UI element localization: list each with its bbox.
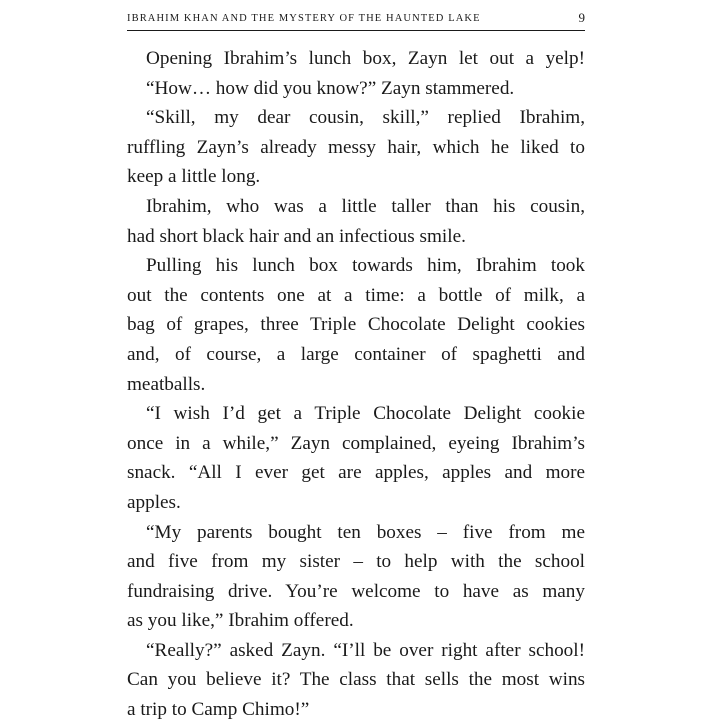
text-line: once in a while,” Zayn complained, eyeing Ibrahim’s [127, 432, 585, 454]
book-title-header: IBRAHIM KHAN AND THE MYSTERY OF THE HAUNTED LAKE [127, 12, 481, 24]
text-line: “I wish I’d get a Triple Chocolate Delight cookie [146, 403, 585, 425]
text-line: out the contents one at a time: a bottle of milk, a [127, 284, 585, 306]
text-line: Can you believe it? The class that sells the most wins [127, 669, 585, 691]
text-line: ruffling Zayn’s already messy hair, which he liked to [127, 136, 585, 158]
text-line: Opening Ibrahim’s lunch box, Zayn let out a yelp! [146, 48, 585, 69]
text-line: “Skill, my dear cousin, skill,” replied Ibrahim, [146, 107, 585, 129]
running-header [127, 8, 585, 28]
text-line: a trip to Camp Chimo!” [127, 699, 310, 721]
text-line: Ibrahim, who was a little taller than his cousin, [146, 195, 585, 217]
text-line: apples. [127, 491, 181, 513]
text-line: “Really?” asked Zayn. “I’ll be over right after school! [146, 639, 585, 661]
text-line: as you like,” Ibrahim offered. [127, 610, 354, 632]
text-line: “How… how did you know?” Zayn stammered. [146, 77, 515, 99]
text-line: keep a little long. [127, 166, 261, 188]
text-line: Pulling his lunch box towards him, Ibrahim took [146, 255, 585, 277]
text-line: “My parents bought ten boxes – five from me [146, 521, 585, 543]
text-line: snack. “All I ever get are apples, apples and more [127, 462, 585, 484]
text-line: bag of grapes, three Triple Chocolate Delight cookies [127, 314, 585, 336]
text-line: fundraising drive. You’re welcome to have as many [127, 580, 585, 602]
text-line: meatballs. [127, 373, 206, 395]
page-number: 9 [578, 10, 585, 25]
text-line: and, of course, a large container of spaghetti and [127, 343, 585, 365]
body-text [127, 44, 585, 725]
text-line: and five from my sister – to help with the school [127, 551, 585, 573]
header-divider [127, 30, 585, 31]
text-line: had short black hair and an infectious smile. [127, 225, 466, 247]
